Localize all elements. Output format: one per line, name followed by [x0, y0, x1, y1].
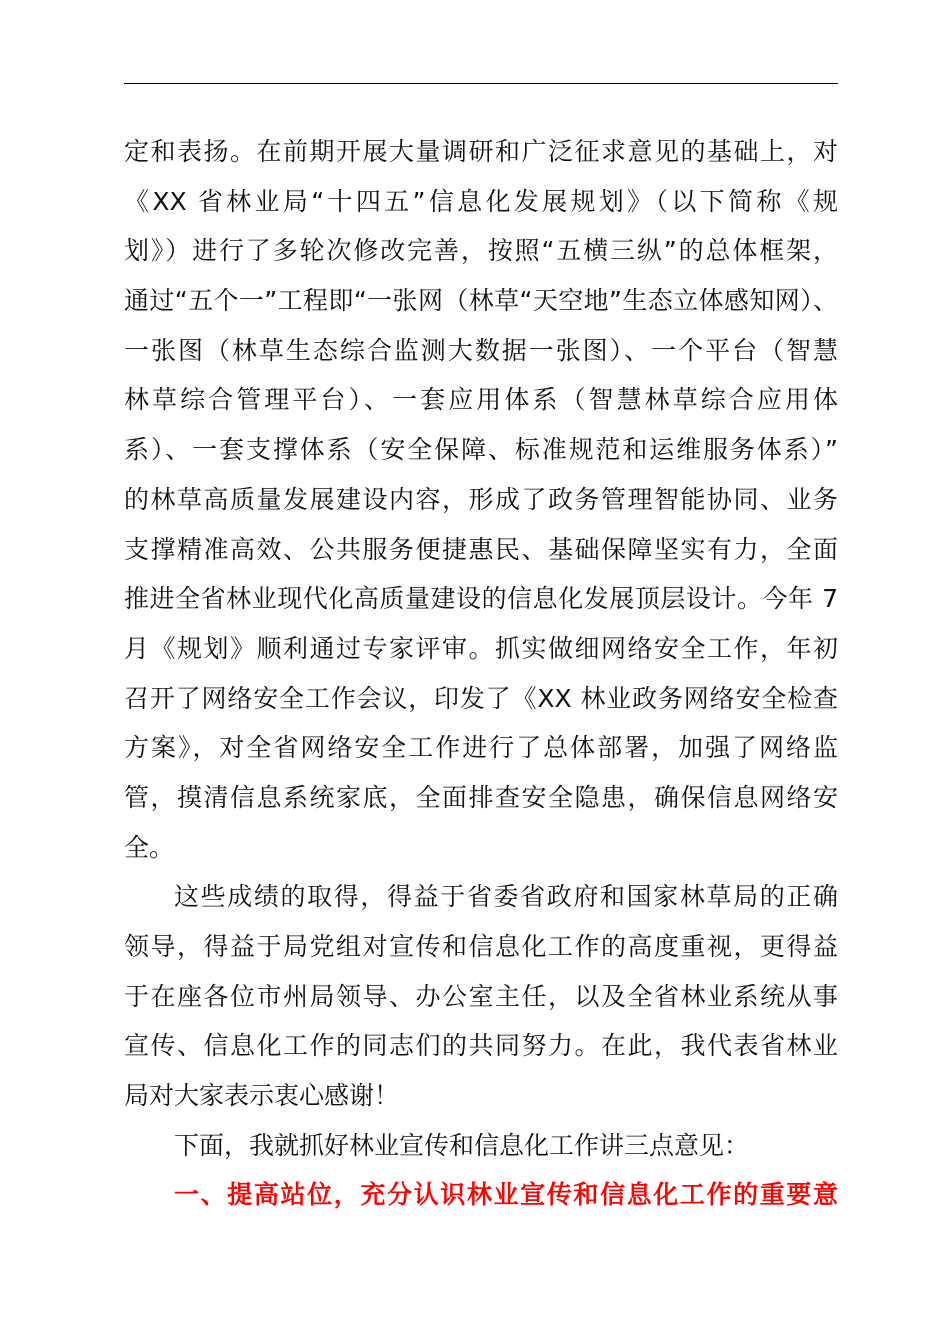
text-line: 召开了网络安全工作会议，印发了《XX 林业政务网络安全检查: [124, 683, 838, 713]
text-line: 管，摸清信息系统家底，全面排查安全隐患，确保信息网络安: [124, 782, 838, 812]
text-line: 宣传、信息化工作的同志们的共同努力。在此，我代表省林业: [124, 1031, 838, 1061]
section-heading: 一、提高站位，充分认识林业宣传和信息化工作的重要意: [174, 1180, 838, 1210]
text-line: 林草综合管理平台）、一套应用体系（智慧林草综合应用体: [124, 385, 838, 415]
header-rule: [124, 83, 838, 84]
text-line: 划》）进行了多轮次修改完善，按照“五横三纵”的总体框架，: [124, 236, 838, 266]
text-line: 通过“五个一”工程即“一张网（林草“天空地”生态立体感知网）、: [124, 286, 838, 316]
text-line: 支撑精准高效、公共服务便捷惠民、基础保障坚实有力，全面: [124, 534, 838, 564]
text-line: 系）、一套支撑体系（安全保障、标准规范和运维服务体系）”: [124, 435, 838, 465]
text-line: 下面，我就抓好林业宣传和信息化工作讲三点意见：: [174, 1130, 750, 1160]
text-line: 方案》，对全省网络安全工作进行了总体部署，加强了网络监: [124, 733, 838, 763]
document-body: [124, 127, 838, 1220]
text-line: 推进全省林业现代化高质量建设的信息化发展顶层设计。今年 7: [124, 584, 838, 614]
text-line: 全。: [124, 832, 175, 862]
text-line: 于在座各位市州局领导、办公室主任，以及全省林业系统从事: [124, 981, 838, 1011]
text-line: 月《规划》顺利通过专家评审。抓实做细网络安全工作，年初: [124, 633, 838, 663]
text-line: 局对大家表示衷心感谢！: [124, 1081, 400, 1111]
text-line: 的林草高质量发展建设内容，形成了政务管理智能协同、业务: [124, 484, 838, 514]
text-line: 领导，得益于局党组对宣传和信息化工作的高度重视，更得益: [124, 932, 838, 961]
text-line: 《XX 省林业局“十四五”信息化发展规划》（以下简称《规: [124, 186, 838, 216]
text-line: 这些成绩的取得，得益于省委省政府和国家林草局的正确: [174, 882, 838, 912]
text-line: 一张图（林草生态综合监测大数据一张图）、一个平台（智慧: [124, 335, 838, 365]
text-line: 定和表扬。在前期开展大量调研和广泛征求意见的基础上，对: [124, 137, 838, 166]
